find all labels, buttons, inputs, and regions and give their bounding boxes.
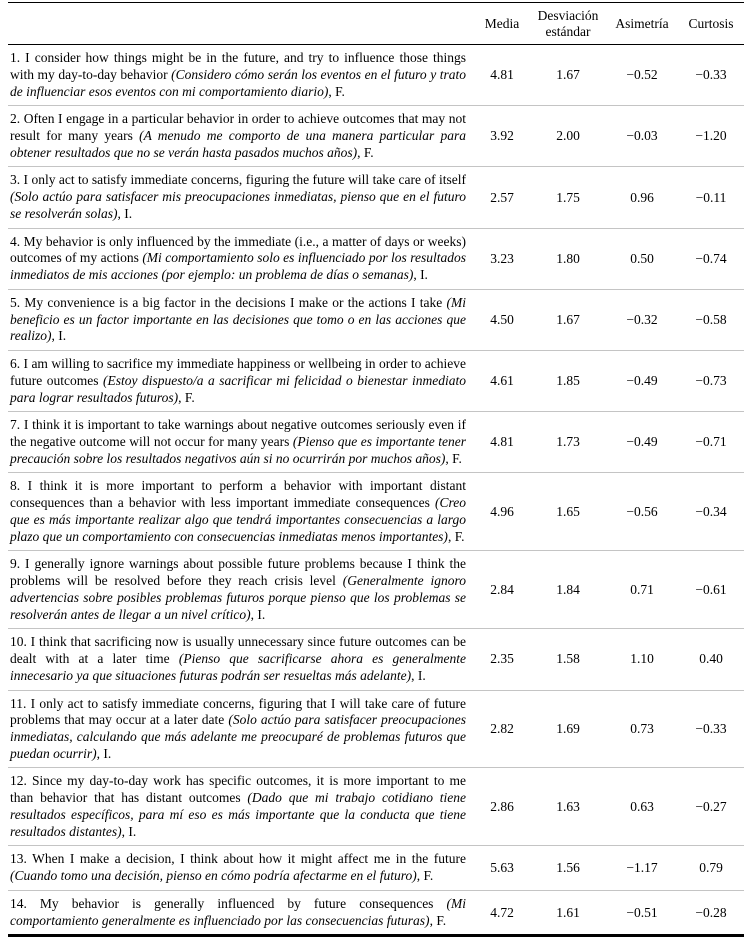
item-text-spanish: (Pienso que sacrificarse ahora es generalmente innecesario ya que situaciones futuras podrán ser resueltas más adelante) <box>10 651 466 683</box>
item-text-english: 13. When I make a decision, I think about how it might affect me in the future <box>10 851 466 867</box>
item-text-cell <box>8 167 474 228</box>
table-row <box>8 412 744 473</box>
item-text-english: 7. I think it is important to take warnings about negative outcomes seriously even if the negative outcome will not occur for many years <box>10 417 466 449</box>
item-text-cell <box>8 768 474 846</box>
sd-value: 1.61 <box>556 904 580 920</box>
media-value: 4.81 <box>474 412 530 473</box>
table-row <box>8 890 744 935</box>
table-row <box>8 768 744 846</box>
skewness-value: 0.73 <box>606 690 678 768</box>
item-text-english: 9. I generally ignore warnings about possible future problems because I think the problems will be resolved before they reach crisis level <box>10 556 466 589</box>
item-text-spanish: (A menudo me comporto de una manera particular para obtener resultados que no se verán hasta pasados muchos años) <box>10 127 467 160</box>
item-text-english: 10. I think that sacrificing now is usually unnecessary since future outcomes can be dealt with at a later time <box>10 634 466 667</box>
table-row <box>8 351 744 412</box>
media-value: 4.72 <box>490 904 514 920</box>
sd-value: 1.85 <box>530 351 606 412</box>
media-value: 2.84 <box>474 551 530 629</box>
item-scale-label: , F. <box>445 450 462 466</box>
skewness-value: −0.49 <box>606 412 678 473</box>
skewness-value: −0.49 <box>606 351 678 412</box>
item-text-spanish: (Mi comportamiento solo es influenciado por los resultados inmediatos de mis acciones (por ejemplo: un problema de días o semanas) <box>10 250 466 283</box>
media-value: 5.63 <box>474 846 530 890</box>
item-scale-label: , F. <box>416 868 434 884</box>
kurtosis-value: −1.20 <box>678 106 744 167</box>
kurtosis-value: −0.33 <box>678 690 744 768</box>
table-row <box>8 106 744 167</box>
table-row <box>8 45 744 106</box>
item-scale-label: , I. <box>51 328 67 344</box>
item-scale-label: , I. <box>96 745 112 761</box>
col-header-skewness: Asimetría <box>606 3 678 45</box>
table-row <box>8 228 744 289</box>
item-text-spanish: (Creo que es más importante realizar algo que tendrá importantes consecuencias a largo plazo que un comportamiento con consecuencias inmediatas menos importantes) <box>10 495 466 544</box>
sd-value: 1.58 <box>530 629 606 690</box>
kurtosis-value: −0.61 <box>678 551 744 629</box>
item-scale-label: , F. <box>178 389 195 405</box>
skewness-value: −0.56 <box>606 473 678 551</box>
skewness-value: −1.17 <box>606 846 678 890</box>
skewness-value: −0.03 <box>606 106 678 167</box>
item-scale-label: , F. <box>447 528 465 544</box>
item-text-english: 6. I am willing to sacrifice my immediate happiness or wellbeing in order to achieve future outcomes <box>10 356 466 388</box>
item-text-english: 3. I only act to satisfy immediate concerns, figuring the future will take care of itself <box>10 172 466 188</box>
col-header-sd: Desviación estándar <box>530 3 606 45</box>
sd-value: 1.67 <box>530 45 606 106</box>
skewness-value: −0.51 <box>626 904 658 920</box>
skewness-value: 0.71 <box>606 551 678 629</box>
kurtosis-value: 0.79 <box>678 846 744 890</box>
kurtosis-value: −0.34 <box>678 473 744 551</box>
item-scale-label: , I. <box>117 205 133 221</box>
sd-value: 1.84 <box>530 551 606 629</box>
item-text-cell <box>8 473 474 551</box>
item-text-cell <box>8 412 474 473</box>
kurtosis-value: −0.71 <box>678 412 744 473</box>
col-header-media: Media <box>474 3 530 45</box>
item-text-cell <box>8 690 474 768</box>
item-text-spanish: (Estoy dispuesto/a a sacrificar mi felicidad o bienestar inmediato para lograr resultados futuros) <box>10 372 466 405</box>
sd-value: 1.63 <box>530 768 606 846</box>
media-value: 2.86 <box>474 768 530 846</box>
item-text-english: 11. I only act to satisfy immediate concerns, figuring that I will take care of future problems that may occur at a later date <box>10 695 466 728</box>
skewness-value: 0.50 <box>606 228 678 289</box>
kurtosis-value: −0.28 <box>695 904 727 920</box>
item-text-cell <box>8 228 474 289</box>
item-scale-label: , I. <box>411 667 426 683</box>
item-text-spanish: (Solo actúo para satisfacer mis preocupaciones inmediatas, pienso que en el futuro se resolverán solas) <box>10 189 466 221</box>
table-header <box>8 3 744 45</box>
item-text-cell <box>8 351 474 412</box>
item-scale-label: , I. <box>413 267 428 283</box>
media-value: 4.81 <box>474 45 530 106</box>
table-row <box>8 690 744 768</box>
item-text-cell <box>8 551 474 629</box>
media-value: 4.61 <box>474 351 530 412</box>
item-text-english: 4. My behavior is only influenced by the immediate (i.e., a matter of days or weeks) outcomes of my actions <box>10 233 466 266</box>
item-scale-label: , F. <box>429 912 447 928</box>
item-text-spanish: (Cuando tomo una decisión, pienso en cómo podría afectarme en el futuro) <box>10 868 417 884</box>
table-row <box>8 629 744 690</box>
sd-value: 1.80 <box>530 228 606 289</box>
sd-value: 1.73 <box>530 412 606 473</box>
media-value: 3.92 <box>474 106 530 167</box>
item-text-cell <box>8 289 474 350</box>
media-value: 2.35 <box>474 629 530 690</box>
sd-value: 1.69 <box>530 690 606 768</box>
item-text-spanish: (Solo actúo para satisfacer preocupaciones inmediatas, calculando que más adelante me preocuparé de problemas futuros que puedan ocurrir) <box>10 712 466 761</box>
table-row <box>8 473 744 551</box>
table-row <box>8 846 744 890</box>
table-row <box>8 167 744 228</box>
kurtosis-value: −0.58 <box>678 289 744 350</box>
item-text-english: 1. I consider how things might be in the future, and try to influence those things with my day-to-day behavior <box>10 50 466 82</box>
item-text-cell <box>8 890 474 935</box>
skewness-value: −0.32 <box>606 289 678 350</box>
media-value: 2.57 <box>474 167 530 228</box>
sd-value: 1.56 <box>530 846 606 890</box>
item-text-english: 12. Since my day-to-day work has specific outcomes, it is more important to me than behavior that has distant outcomes <box>10 773 466 806</box>
col-header-kurtosis: Curtosis <box>678 3 744 45</box>
table-row <box>8 289 744 350</box>
item-text-cell <box>8 629 474 690</box>
item-scale-label: , I. <box>250 606 266 622</box>
kurtosis-value: −0.11 <box>678 167 744 228</box>
header-row <box>8 3 744 45</box>
kurtosis-value: −0.73 <box>678 351 744 412</box>
kurtosis-value: −0.33 <box>678 45 744 106</box>
sd-value: 1.67 <box>530 289 606 350</box>
item-text-spanish: (Mi beneficio es un factor importante en las decisiones que tomo o en las acciones que realizo) <box>10 294 466 344</box>
item-text-spanish: (Dado que mi trabajo cotidiano tiene resultados específicos, para mí eso es más importante que la conducta que tiene resultados distantes) <box>10 790 466 839</box>
item-text-cell <box>8 106 474 167</box>
skewness-value: 0.63 <box>606 768 678 846</box>
kurtosis-value: −0.74 <box>678 228 744 289</box>
item-text-english: 5. My convenience is a big factor in the decisions I make or the actions I take <box>10 294 447 310</box>
item-text-spanish: (Pienso que es importante tener precaución sobre los resultados negativos aún si no ocurrirán por muchos años) <box>10 433 466 466</box>
skewness-value: −0.52 <box>606 45 678 106</box>
item-scale-label: , F. <box>328 83 345 99</box>
item-text-spanish: (Considero cómo serán los eventos en el futuro y trato de influenciar esos eventos con mi comportamiento diario) <box>10 66 466 99</box>
item-text-english: 14. My behavior is generally influenced by future consequences <box>10 895 447 911</box>
item-text-cell <box>8 846 474 890</box>
media-value: 4.96 <box>474 473 530 551</box>
kurtosis-value: 0.40 <box>678 629 744 690</box>
item-scale-label: , I. <box>121 823 137 839</box>
sd-value: 2.00 <box>530 106 606 167</box>
item-text-spanish: (Generalmente ignoro advertencias sobre posibles problemas futuros porque pienso que los problemas se resolverán antes de llegar a un nivel crítico) <box>10 573 466 622</box>
item-scale-label: , F. <box>357 144 374 160</box>
skewness-value: 0.96 <box>606 167 678 228</box>
media-value: 4.50 <box>474 289 530 350</box>
sd-value: 1.75 <box>530 167 606 228</box>
item-text-english: 2. Often I engage in a particular behavior in order to achieve outcomes that may not result for many years <box>10 111 466 143</box>
sd-value: 1.65 <box>530 473 606 551</box>
media-value: 3.23 <box>474 228 530 289</box>
skewness-value: 1.10 <box>606 629 678 690</box>
descriptives-table <box>8 2 744 937</box>
item-text-spanish: (Mi comportamiento generalmente es influenciado por las consecuencias futuras) <box>10 895 466 928</box>
table-body <box>8 45 744 936</box>
col-header-item <box>8 3 474 45</box>
media-value: 2.82 <box>474 690 530 768</box>
item-text-cell <box>8 45 474 106</box>
table-row <box>8 551 744 629</box>
kurtosis-value: −0.27 <box>678 768 744 846</box>
item-text-english: 8. I think it is more important to perform a behavior with important distant consequences than a behavior with less important immediate consequences <box>10 478 466 511</box>
